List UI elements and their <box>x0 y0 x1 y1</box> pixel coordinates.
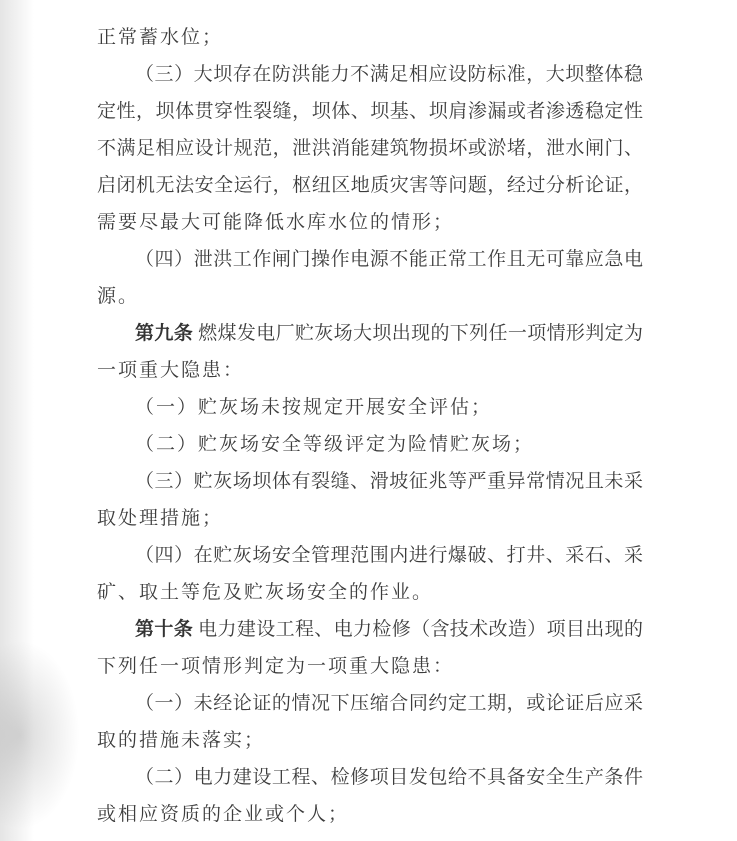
text-line <box>97 796 643 833</box>
text-line <box>97 685 643 722</box>
article-number-bold: 第十条 <box>135 619 194 640</box>
text-segment: 需要尽最大可能降低水库水位的情形； <box>97 212 455 233</box>
text-segment: （三）大坝存在防洪能力不满足相应设防标准，大坝整体稳 <box>135 64 643 85</box>
text-segment: 燃煤发电厂贮灰场大坝出现的下列任一项情形判定为 <box>193 323 643 344</box>
text-segment: （一）贮灰场未按规定开展安全评估； <box>135 397 493 418</box>
text-line <box>97 463 643 500</box>
text-segment: （二）贮灰场安全等级评定为险情贮灰场； <box>135 434 535 455</box>
text-segment: （一）未经论证的情况下压缩合同约定工期，或论证后应采 <box>135 693 643 714</box>
text-segment: 电力建设工程、电力检修（含技术改造）项目出现的 <box>193 619 643 640</box>
text-line <box>97 352 643 389</box>
text-line <box>97 648 643 685</box>
text-line <box>97 537 643 574</box>
text-segment: 源。 <box>97 286 140 307</box>
text-segment: 下列任一项情形判定为一项重大隐患： <box>97 656 455 677</box>
text-line <box>97 278 643 315</box>
page-corner-shadow <box>0 640 80 830</box>
text-segment: （二）电力建设工程、检修项目发包给不具备安全生产条件 <box>135 767 643 788</box>
text-segment: 正常蓄水位； <box>97 27 224 48</box>
text-line <box>97 574 643 611</box>
text-segment: 定性，坝体贯穿性裂缝，坝体、坝基、坝肩渗漏或者渗透稳定性 <box>97 101 643 122</box>
text-segment: 不满足相应设计规范，泄洪消能建筑物损坏或淤堵，泄水闸门、 <box>97 138 643 159</box>
text-segment: 取处理措施； <box>97 508 224 529</box>
text-line <box>97 759 643 796</box>
text-segment: （三）贮灰场坝体有裂缝、滑坡征兆等严重异常情况且未采 <box>135 471 643 492</box>
text-line <box>97 130 643 167</box>
text-line <box>97 611 643 648</box>
document-text-block <box>97 0 643 833</box>
text-line <box>97 56 643 93</box>
text-segment: 矿、取土等危及贮灰场安全的作业。 <box>97 582 434 603</box>
text-segment: 一项重大隐患： <box>97 360 245 381</box>
text-line <box>97 167 643 204</box>
text-segment: （四）泄洪工作闸门操作电源不能正常工作且无可靠应急电 <box>135 249 643 270</box>
text-line <box>97 204 643 241</box>
text-line <box>97 389 643 426</box>
text-segment: 启闭机无法安全运行，枢纽区地质灾害等问题，经过分析论证， <box>97 175 643 196</box>
text-segment: （四）在贮灰场安全管理范围内进行爆破、打井、采石、采 <box>135 545 643 566</box>
text-line <box>97 241 643 278</box>
text-line <box>97 93 643 130</box>
text-line <box>97 722 643 759</box>
text-segment: 或相应资质的企业或个人； <box>97 804 350 825</box>
article-number-bold: 第九条 <box>135 323 194 344</box>
text-line <box>97 426 643 463</box>
text-segment: 取的措施未落实； <box>97 730 266 751</box>
text-line <box>97 19 643 56</box>
text-line <box>97 315 643 352</box>
page-left-edge-shadow <box>0 0 34 841</box>
text-line <box>97 500 643 537</box>
